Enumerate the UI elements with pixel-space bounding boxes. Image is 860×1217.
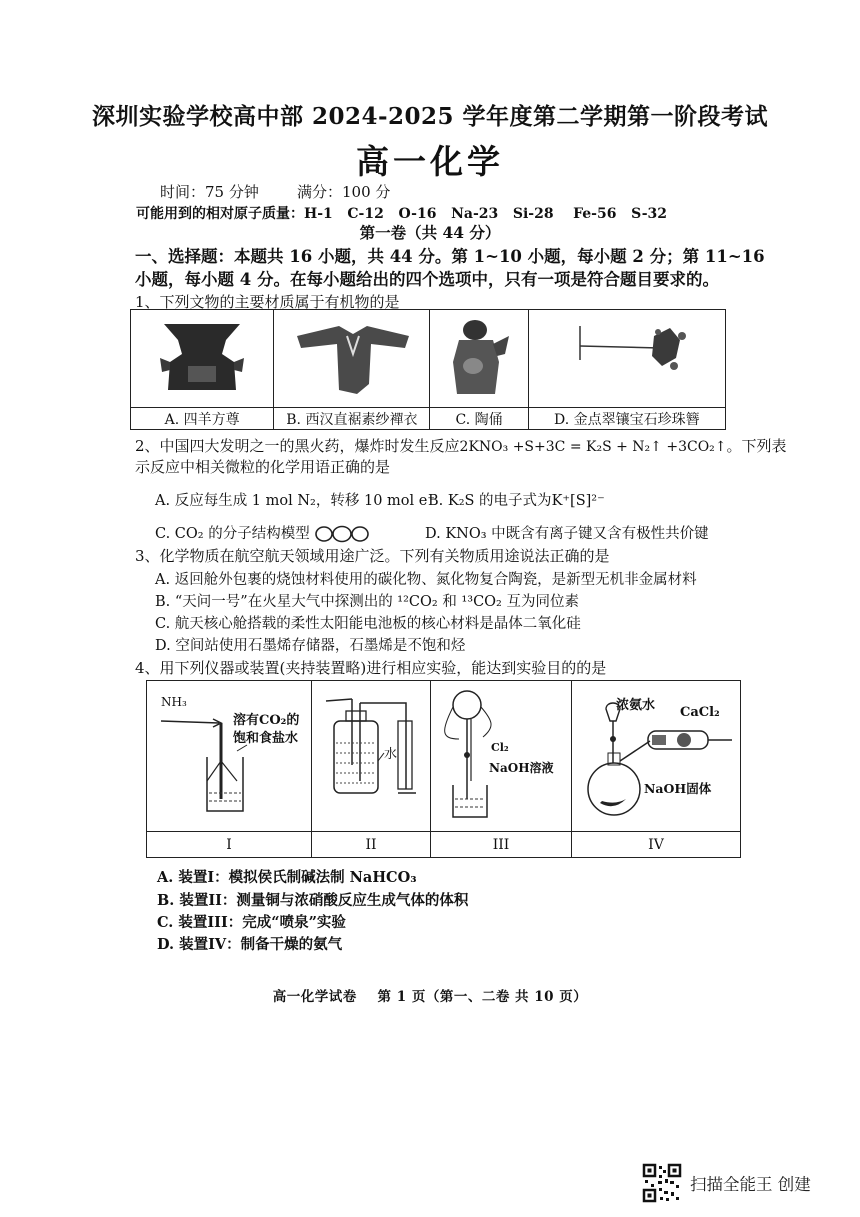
q2-option-a: A. 反应每生成 1 mol N₂，转移 10 mol e⁻ [155, 493, 435, 509]
q1-option-d: D. 金点翠镶宝石珍珠簪 [528, 408, 725, 430]
page-footer: 高一化学试卷 第 1 页（第一、二卷 共 10 页） [272, 989, 588, 1005]
q1-stem: 1、下列文物的主要材质属于有机物的是 [135, 293, 400, 311]
q1-image-d [528, 310, 725, 408]
apparatus-1 [147, 681, 312, 832]
q4-option-b: B. 装置II：测量铜与浓硝酸反应生成气体的体积 [157, 892, 469, 909]
subject-title: 高一化学 [356, 142, 504, 181]
q3-option-b: B. “天问一号”在火星大气中探测出的 ¹²CO₂ 和 ¹³CO₂ 互为同位素 [155, 594, 579, 610]
water-label: 水 [384, 747, 398, 762]
apparatus-numeral-3: III [431, 832, 572, 858]
q2-stem-line1 [135, 435, 787, 456]
q4-option-c: C. 装置III：完成“喷泉”实验 [157, 914, 346, 931]
cacl2-label: CaCl₂ [680, 705, 720, 720]
q4-apparatus-table [146, 680, 741, 858]
q1-image-table [130, 309, 726, 430]
q2-option-b [428, 489, 605, 510]
q4-option-a: A. 装置I：模拟侯氏制碱法制 NaHCO₃ [157, 869, 417, 886]
hairpin-picture [542, 314, 712, 400]
q1-image-c [430, 310, 528, 408]
q2-option-b-text: B. K₂S 的电子式为 [428, 493, 552, 509]
silk-robe-picture [287, 314, 417, 400]
instructions-line1: 一、选择题：本题共 16 小题，共 44 分。第 1~10 小题，每小题 2 分；第 11~16 [135, 247, 765, 266]
q2-stem-line2: 示反应中相关微粒的化学用语正确的是 [135, 458, 391, 476]
q1-image-b [274, 310, 430, 408]
q2-stem-a: 2、中国四大发明之一的黑火药，爆炸时发生反应 [135, 437, 460, 455]
q2-option-b-formula: K⁺[S]²⁻ [551, 493, 605, 509]
apparatus-numeral-1: I [147, 832, 312, 858]
atomic-masses: 可能用到的相对原子质量：H-1 C-12 O-16 Na-23 Si-28 Fe-56 S-32 [136, 206, 667, 222]
apparatus-4-diagram [572, 681, 740, 827]
naoh-solution-label: NaOH溶液 [489, 761, 554, 775]
naoh-solid-label: NaOH固体 [644, 781, 712, 796]
exam-title: 深圳实验学校高中部 2024-2025 学年度第二学期第一阶段考试 [91, 103, 769, 130]
q3-option-a: A. 返回舱外包裹的烧蚀材料使用的碳化物、氮化物复合陶瓷，是新型无机非金属材料 [155, 572, 697, 588]
q3-option-c: C. 航天核心舱搭载的柔性太阳能电池板的核心材料是晶体二氧化硅 [155, 616, 581, 632]
instructions-line2: 小题，每小题 4 分。在每小题给出的四个选项中，只有一项是符合题目要求的。 [135, 270, 719, 289]
apparatus-numeral-2: II [312, 832, 431, 858]
q2-stem-b: 。下列表 [726, 437, 787, 455]
bronze-vessel-picture [142, 314, 262, 400]
q3-stem: 3、化学物质在航空航天领域用途广泛。下列有关物质用途说法正确的是 [135, 547, 610, 565]
q4-stem: 4、用下列仪器或装置(夹持装置略)进行相应实验，能达到实验目的的是 [135, 659, 607, 677]
q4-option-d: D. 装置IV：制备干燥的氨气 [157, 936, 343, 953]
apparatus-2-diagram [312, 681, 430, 827]
cl2-label: Cl₂ [491, 741, 509, 754]
apparatus-2 [312, 681, 431, 832]
apparatus-3-diagram [431, 681, 571, 827]
co2-molecule-model-icon [314, 525, 370, 543]
time-score-line: 时间：75 分钟 满分：100 分 [160, 183, 391, 201]
q2-equation: 2KNO₃ +S+3C = K₂S + N₂↑ +3CO₂↑ [459, 439, 727, 455]
qr-code-icon [642, 1163, 682, 1203]
scanner-watermark-text: 扫描全能王 创建 [690, 1175, 811, 1194]
q2-option-c [155, 522, 370, 543]
q1-image-a [131, 310, 274, 408]
q1-option-a: A. 四羊方尊 [131, 408, 274, 430]
brine-label-2: 饱和食盐水 [233, 731, 299, 746]
q2-option-c-text: C. CO₂ 的分子结构模型 [155, 526, 310, 542]
apparatus-numeral-4: IV [572, 832, 741, 858]
q2-option-d: D. KNO₃ 中既含有离子键又含有极性共价键 [425, 526, 709, 542]
brine-label-1: 溶有CO₂的 [233, 713, 300, 728]
apparatus-3 [431, 681, 572, 832]
ammonia-label: 浓氨水 [616, 698, 656, 713]
section-title: 第一卷（共 44 分） [359, 223, 501, 242]
q3-option-d: D. 空间站使用石墨烯存储器，石墨烯是不饱和烃 [155, 638, 466, 654]
apparatus-4 [572, 681, 741, 832]
q1-option-c: C. 陶俑 [430, 408, 528, 430]
scanner-watermark [642, 1163, 832, 1203]
nh3-label: NH₃ [161, 695, 187, 709]
pottery-figure-picture [439, 314, 519, 400]
q1-option-b: B. 西汉直裾素纱襌衣 [274, 408, 430, 430]
